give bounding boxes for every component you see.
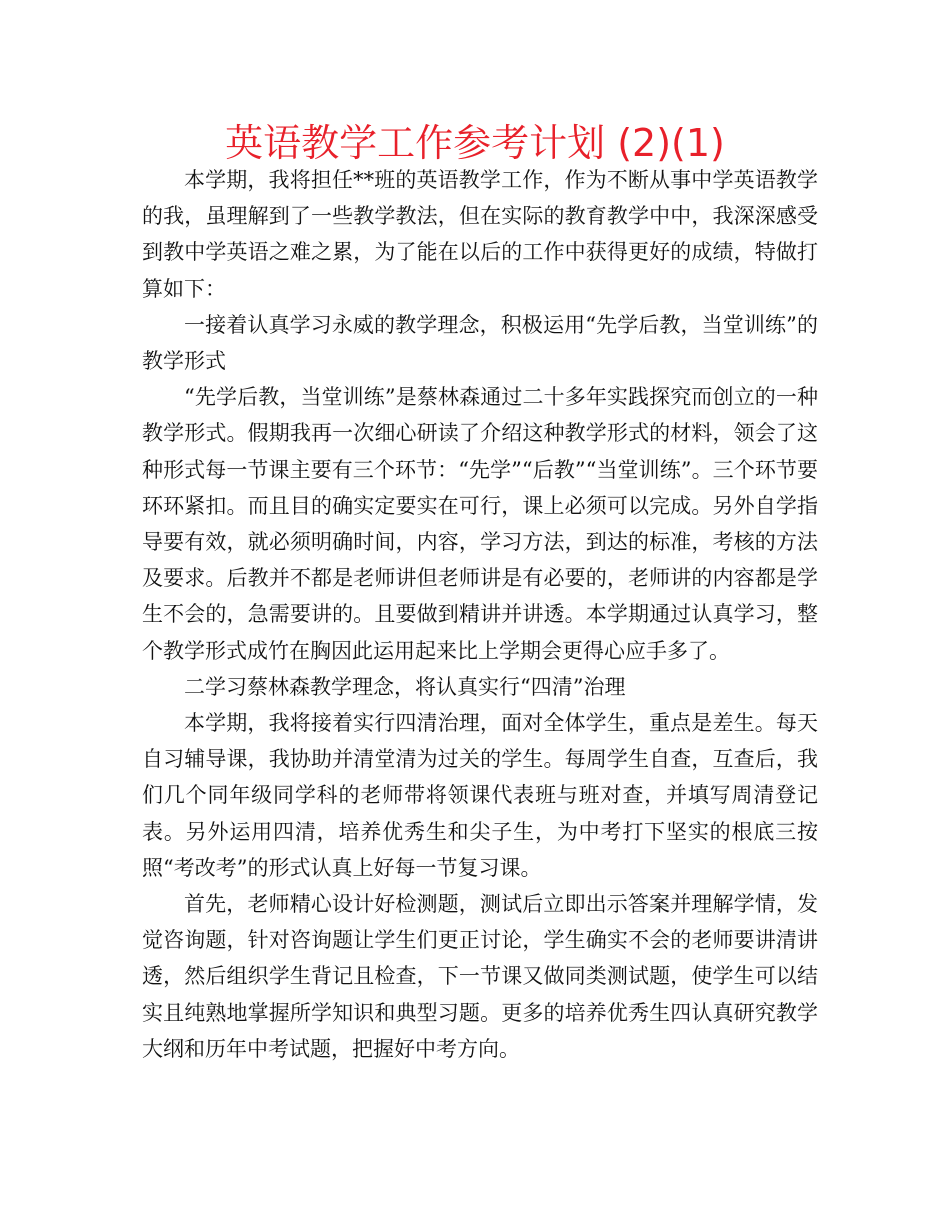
document-title: 英语教学工作参考计划 (2)(1) (225, 121, 725, 165)
paragraph-heading-one: 一接着认真学习永威的教学理念，积极运用“先学后教，当堂训练”的教学形式 (142, 312, 818, 374)
paragraph-method: “先学后教，当堂训练”是蔡林森通过二十多年实践探究而创立的一种教学形式。假期我再一次细心研读了介绍这种教学形式的材料，领会了这种形式每一节课主要有三个环节：“先学”“后教”“当堂训练”。三个环节要环环紧扣。而且目的确实定要实在可行，课上必须可以完成。另外自学指导要有效，就必须明确时间，内容，学习方法，到达的标准，考核的方法及要求。后教并不都是老师讲但老师讲是有必要的，老师讲的内容都是学生不会的，急需要讲的。且要做到精讲并讲透。本学期通过认真学习，整个教学形式成竹在胸因此运用起来比上学期会更得心应手多了。 (142, 385, 818, 663)
paragraph-intro: 本学期，我将担任**班的英语教学工作，作为不断从事中学英语教学的我，虽理解到了一些教学教法，但在实际的教育教学中中，我深深感受到教中学英语之难之累，为了能在以后的工作中获得更好的成绩，特做打算如下： (142, 168, 818, 301)
paragraph-review: 首先，老师精心设计好检测题，测试后立即出示答案并理解学情，发觉咨询题，针对咨询题让学生们更正讨论，学生确实不会的老师要讲清讲透，然后组织学生背记且检查，下一节课又做同类测试题，使学生可以结实且纯熟地掌握所学知识和典型习题。更多的培养优秀生四认真研究教学大纲和历年中考试题，把握好中考方向。 (142, 892, 818, 1061)
paragraph-four-clear: 本学期，我将接着实行四清治理，面对全体学生，重点是差生。每天自习辅导课，我协助并清堂清为过关的学生。每周学生自查，互查后，我们几个同年级同学科的老师带将领课代表班与班对查，并填写周清登记表。另外运用四清，培养优秀生和尖子生，为中考打下坚实的根底三按照“考改考”的形式认真上好每一节复习课。 (142, 711, 818, 880)
paragraph-heading-two: 二学习蔡林森教学理念，将认真实行“四清”治理 (184, 674, 626, 699)
document-body (142, 162, 818, 1067)
